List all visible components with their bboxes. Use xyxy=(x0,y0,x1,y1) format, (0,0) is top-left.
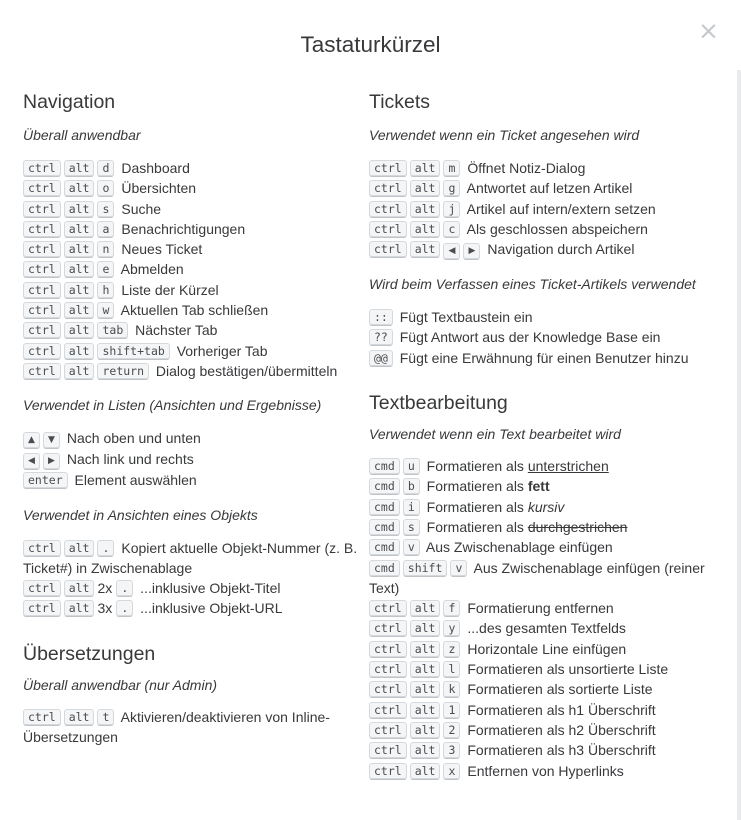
shortcut-description: Formatieren als xyxy=(426,478,528,495)
shortcut-description: Öffnet Notiz-Dialog xyxy=(467,160,586,176)
shortcut-row xyxy=(23,470,365,490)
key-cap: z xyxy=(443,641,460,658)
key-cap: ctrl xyxy=(369,661,407,678)
key-cap: x xyxy=(443,763,460,780)
key-cap: alt xyxy=(410,722,441,739)
shortcut-styled-sample: unterstrichen xyxy=(527,458,609,475)
shortcut-description: Aktuellen Tab schließen xyxy=(120,302,269,319)
shortcut-description: ...inklusive Objekt-Titel xyxy=(140,580,281,597)
scrollbar-track[interactable] xyxy=(737,70,741,820)
shortcut-description: Horizontale Line einfügen xyxy=(467,640,627,657)
key-cap: alt xyxy=(64,540,95,557)
shortcut-description: Fügt Antwort aus der Knowledge Base ein xyxy=(399,329,661,346)
key-cap: l xyxy=(443,661,460,678)
shortcut-row xyxy=(23,219,365,239)
key-cap: alt xyxy=(64,160,95,177)
key-cap: alt xyxy=(64,709,95,726)
shortcut-description: Element auswählen xyxy=(74,472,197,489)
shortcut-row xyxy=(23,578,365,598)
key-cap: cmd xyxy=(369,539,400,556)
shortcut-description: Formatieren als h2 Überschrift xyxy=(467,721,656,738)
key-cap: h xyxy=(97,282,114,299)
key-cap: d xyxy=(97,160,114,177)
shortcut-row xyxy=(23,178,365,198)
key-cap: enter xyxy=(23,472,68,489)
key-cap: ?? xyxy=(369,329,393,346)
shortcut-row xyxy=(23,598,365,618)
key-cap: cmd xyxy=(369,499,400,516)
shortcut-row xyxy=(369,497,721,517)
shortcut-row xyxy=(369,199,721,219)
key-cap: m xyxy=(443,160,460,177)
tickets-heading: Tickets xyxy=(369,91,431,113)
shortcut-description: Formatieren als xyxy=(426,518,528,535)
shortcut-row xyxy=(369,307,721,327)
shortcut-row xyxy=(23,158,365,178)
key-cap: alt xyxy=(410,620,441,637)
shortcut-styled-sample: kursiv xyxy=(527,498,565,515)
translations-heading: Übersetzungen xyxy=(23,642,156,665)
key-cap: ctrl xyxy=(369,221,407,238)
key-cap: alt xyxy=(64,322,95,339)
shortcut-row xyxy=(23,538,365,579)
key-cap: alt xyxy=(410,702,441,719)
key-cap: i xyxy=(403,499,420,516)
key-cap: ▶ xyxy=(43,453,60,470)
shortcut-list xyxy=(369,307,721,368)
shortcut-description: Formatieren als xyxy=(426,498,528,515)
shortcut-row xyxy=(23,341,365,361)
key-cap: alt xyxy=(64,600,95,617)
shortcut-description: Liste der Kürzel xyxy=(121,281,219,298)
key-cap: ctrl xyxy=(369,180,407,197)
key-cap: alt xyxy=(64,343,95,360)
key-cap: ctrl xyxy=(23,363,61,380)
shortcut-description: Dialog bestätigen/übermitteln xyxy=(155,362,338,379)
key-cap: ◀ xyxy=(443,243,460,260)
key-cap: ctrl xyxy=(23,282,61,299)
key-cap: ctrl xyxy=(23,261,61,278)
shortcut-description: Antwortet auf letzen Artikel xyxy=(466,180,633,197)
shortcut-description: Fügt Textbaustein ein xyxy=(399,309,533,326)
key-cap: return xyxy=(97,363,149,380)
key-cap: ctrl xyxy=(369,241,407,258)
shortcut-description: Formatieren als h1 Überschrift xyxy=(467,701,656,718)
key-cap: ▶ xyxy=(463,243,480,260)
key-cap: ctrl xyxy=(23,201,61,218)
shortcut-description: Nach link und rechts xyxy=(66,451,194,468)
right-column xyxy=(369,85,721,781)
key-cap: . xyxy=(97,540,114,557)
key-cap: alt xyxy=(64,221,95,238)
shortcut-row xyxy=(369,700,721,720)
key-cap: ctrl xyxy=(23,580,61,597)
navigation-lists-label: Verwendet in Listen (Ansichten und Ergebnisse) xyxy=(23,397,322,414)
shortcut-row xyxy=(23,707,365,748)
key-cap: ctrl xyxy=(23,709,61,726)
key-cap: alt xyxy=(64,580,95,597)
key-cap: ▲ xyxy=(23,432,40,449)
shortcut-row xyxy=(23,280,365,300)
key-cap: c xyxy=(443,221,460,238)
shortcut-list xyxy=(369,456,721,781)
shortcut-list xyxy=(369,158,721,260)
shortcut-description: Navigation durch Artikel xyxy=(487,241,635,258)
shortcut-row xyxy=(369,219,721,239)
shortcut-list xyxy=(23,707,365,748)
shortcut-row xyxy=(369,456,721,476)
key-cap: f xyxy=(443,600,460,617)
key-cap: w xyxy=(97,302,114,319)
shortcut-description: Neues Ticket xyxy=(121,241,203,258)
shortcut-row xyxy=(369,517,721,537)
shortcut-description: Suche xyxy=(121,200,162,217)
tickets-viewing-label: Verwendet wenn ein Ticket angesehen wird xyxy=(369,127,640,143)
key-cap: t xyxy=(97,709,114,726)
key-cap: ctrl xyxy=(369,620,407,637)
key-cap: n xyxy=(97,241,114,258)
key-cap: ctrl xyxy=(23,160,61,177)
key-cap: shift xyxy=(403,560,448,577)
shortcut-description: Formatieren als sortierte Liste xyxy=(467,681,653,698)
shortcut-row xyxy=(23,361,365,381)
navigation-heading: Navigation xyxy=(23,91,116,113)
key-cap: ctrl xyxy=(369,742,407,759)
shortcut-list xyxy=(23,428,365,490)
key-cap: . xyxy=(116,600,133,617)
shortcut-description: Übersichten xyxy=(121,180,197,197)
shortcut-description: Abmelden xyxy=(120,261,184,278)
shortcut-description: Kopiert aktuelle Objekt-Nummer (z. B. Ticket#) in Zwischenablage xyxy=(23,539,358,576)
key-cap: ctrl xyxy=(369,722,407,739)
key-cap: ctrl xyxy=(369,600,407,617)
key-cap: ctrl xyxy=(23,600,61,617)
key-cap: ▼ xyxy=(43,432,60,449)
shortcut-description: ...des gesamten Textfelds xyxy=(467,620,626,637)
key-cap: alt xyxy=(64,363,95,380)
key-cap: g xyxy=(443,180,460,197)
key-cap: ctrl xyxy=(369,201,407,218)
navigation-object-label: Verwendet in Ansichten eines Objekts xyxy=(23,506,258,523)
key-cap: ctrl xyxy=(369,681,407,698)
shortcut-row xyxy=(369,239,721,260)
shortcut-row xyxy=(23,199,365,219)
key-cap: ctrl xyxy=(23,241,61,258)
key-cap: ctrl xyxy=(23,302,61,319)
textedit-label: Verwendet wenn ein Text bearbeitet wird xyxy=(369,426,621,443)
key-cap: b xyxy=(403,478,420,495)
shortcut-row xyxy=(23,239,365,259)
shortcut-description: Fügt eine Erwähnung für einen Benutzer hinzu xyxy=(399,349,689,366)
close-icon[interactable]: × xyxy=(698,16,719,45)
key-cap: ctrl xyxy=(369,763,407,780)
key-cap: o xyxy=(97,180,114,197)
shortcut-description: Aktivieren/deaktivieren von Inline-Übersetzungen xyxy=(23,708,330,746)
key-cap: ◀ xyxy=(23,453,40,470)
shortcut-row xyxy=(369,761,721,781)
shortcut-description: Dashboard xyxy=(121,160,190,176)
shortcut-styled-sample: fett xyxy=(527,478,550,495)
key-repeat-count: 2x xyxy=(97,580,113,597)
key-cap: ctrl xyxy=(23,180,61,197)
shortcut-description: Entfernen von Hyperlinks xyxy=(467,762,624,779)
shortcut-description: Vorheriger Tab xyxy=(176,342,268,359)
shortcut-row xyxy=(369,639,721,659)
key-cap: alt xyxy=(64,180,95,197)
key-cap: u xyxy=(403,458,420,475)
key-cap: ctrl xyxy=(23,540,61,557)
shortcut-row xyxy=(369,327,721,347)
key-cap: y xyxy=(443,620,460,637)
key-cap: alt xyxy=(410,600,441,617)
key-cap: alt xyxy=(410,160,441,177)
shortcut-description: Aus Zwischenablage einfügen xyxy=(425,539,613,556)
shortcut-styled-sample: durchgestrichen xyxy=(527,518,628,535)
shortcut-row xyxy=(369,537,721,557)
shortcut-row xyxy=(369,659,721,679)
shortcut-row xyxy=(369,740,721,760)
key-cap: 1 xyxy=(443,702,460,719)
shortcut-row xyxy=(369,178,721,198)
key-cap: s xyxy=(97,201,114,218)
key-cap: a xyxy=(97,221,114,238)
shortcut-description: Nächster Tab xyxy=(135,322,218,339)
shortcut-row xyxy=(23,449,365,470)
key-cap: alt xyxy=(410,641,441,658)
key-cap: alt xyxy=(64,302,95,319)
dialog-title: Tastaturkürzel xyxy=(300,32,441,57)
key-repeat-count: 3x xyxy=(97,600,113,617)
shortcut-row xyxy=(23,320,365,340)
key-cap: @@ xyxy=(369,350,393,367)
shortcut-row xyxy=(369,598,721,618)
shortcut-description: Artikel auf intern/extern setzen xyxy=(466,200,656,217)
key-cap: v xyxy=(450,560,467,577)
key-cap: alt xyxy=(64,261,95,278)
key-cap: 2 xyxy=(443,722,460,739)
key-cap: alt xyxy=(410,742,441,759)
key-cap: :: xyxy=(369,309,393,326)
shortcut-list xyxy=(23,158,365,381)
key-cap: alt xyxy=(410,241,441,258)
shortcut-row xyxy=(369,476,721,496)
shortcut-description: ...inklusive Objekt-URL xyxy=(140,600,283,617)
shortcut-row xyxy=(369,720,721,740)
key-cap: tab xyxy=(97,322,128,339)
shortcut-row xyxy=(369,348,721,368)
key-cap: shift+tab xyxy=(97,343,169,360)
shortcut-description: Als geschlossen abspeichern xyxy=(466,220,648,237)
key-cap: e xyxy=(97,261,114,278)
key-cap: k xyxy=(443,681,460,698)
key-cap: ctrl xyxy=(23,343,61,360)
key-cap: alt xyxy=(64,241,95,258)
key-cap: ctrl xyxy=(369,702,407,719)
key-cap: alt xyxy=(64,282,95,299)
key-cap: ctrl xyxy=(23,221,61,238)
translations-label: Überall anwendbar (nur Admin) xyxy=(23,676,218,693)
shortcut-list xyxy=(23,538,365,619)
key-cap: cmd xyxy=(369,560,400,577)
key-cap: cmd xyxy=(369,458,400,475)
tickets-composing-label: Wird beim Verfassen eines Ticket-Artikels verwendet xyxy=(369,276,696,293)
shortcut-row xyxy=(23,428,365,449)
shortcut-description: Formatieren als h3 Überschrift xyxy=(467,742,656,759)
shortcut-description: Aus Zwischenablage einfügen (reiner Text) xyxy=(369,559,705,596)
shortcut-description: Formatieren als unsortierte Liste xyxy=(467,661,669,678)
shortcut-row xyxy=(369,158,721,178)
key-cap: ctrl xyxy=(369,160,407,177)
shortcut-row xyxy=(369,558,721,599)
key-cap: j xyxy=(443,201,460,218)
key-cap: cmd xyxy=(369,519,400,536)
key-cap: 3 xyxy=(443,742,460,759)
key-cap: cmd xyxy=(369,478,400,495)
shortcut-description: Formatieren als xyxy=(426,458,528,475)
shortcut-description: Nach oben und unten xyxy=(66,430,201,447)
shortcut-description: Benachrichtigungen xyxy=(121,220,246,237)
key-cap: alt xyxy=(410,201,441,218)
key-cap: alt xyxy=(64,201,95,218)
key-cap: v xyxy=(403,539,420,556)
key-cap: ctrl xyxy=(23,322,61,339)
shortcut-row xyxy=(369,618,721,638)
shortcut-row xyxy=(23,259,365,279)
textedit-heading: Textbearbeitung xyxy=(369,392,508,415)
key-cap: . xyxy=(116,580,133,597)
left-column xyxy=(23,85,365,747)
key-cap: alt xyxy=(410,763,441,780)
key-cap: alt xyxy=(410,180,441,197)
navigation-everywhere-label: Überall anwendbar xyxy=(23,127,141,143)
key-cap: ctrl xyxy=(369,641,407,658)
key-cap: alt xyxy=(410,221,441,238)
shortcut-row xyxy=(369,679,721,699)
shortcut-description: Formatierung entfernen xyxy=(467,600,614,617)
key-cap: alt xyxy=(410,661,441,678)
shortcut-row xyxy=(23,300,365,320)
key-cap: alt xyxy=(410,681,441,698)
key-cap: s xyxy=(403,519,420,536)
